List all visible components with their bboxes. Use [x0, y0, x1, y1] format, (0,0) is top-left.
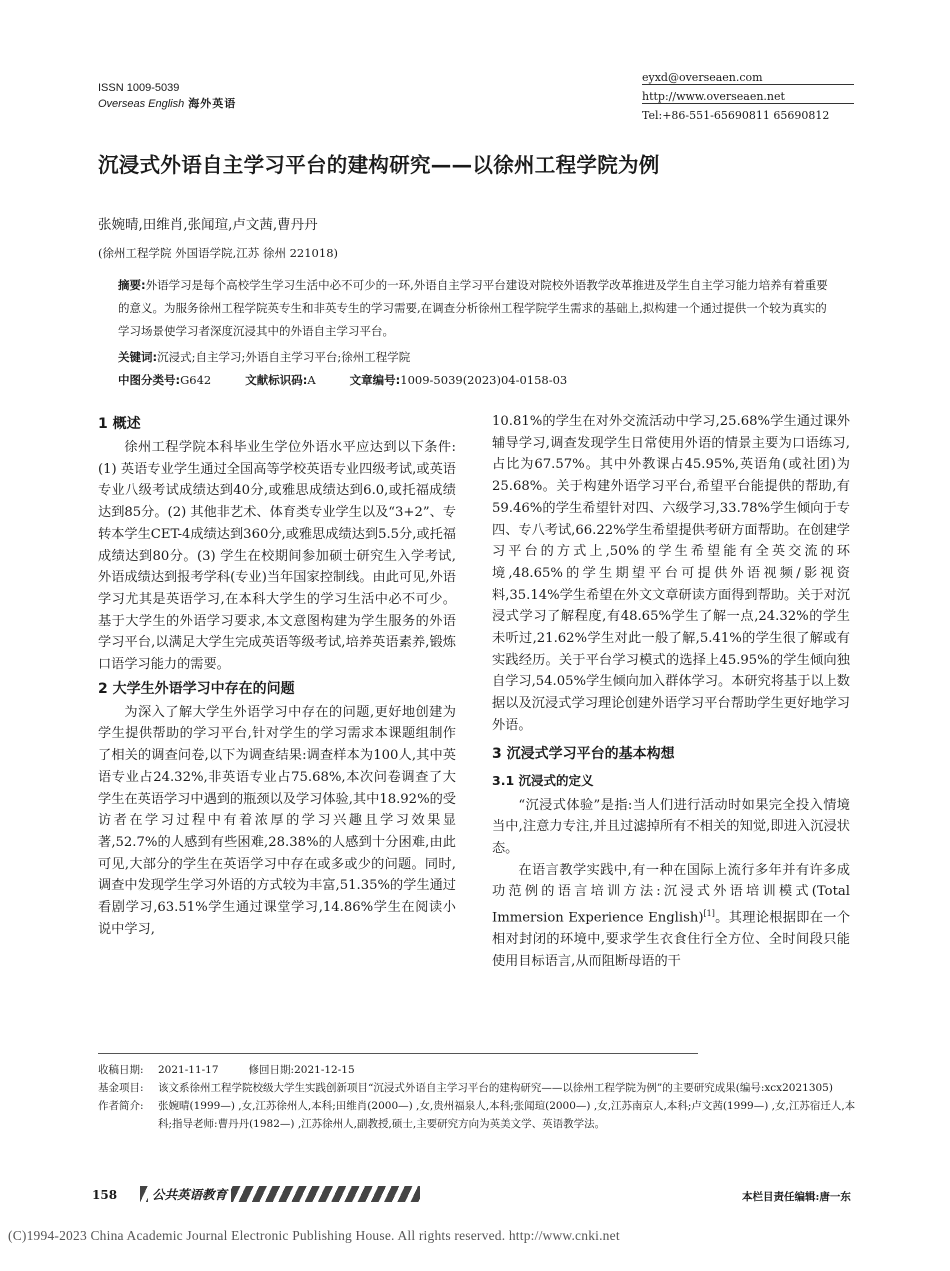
bio-text: 张婉晴(1999—) ,女,江苏徐州人,本科;田维肖(2000—) ,女,贵州福泉人,本科;张闻瑄(2000—) ,女,江苏南京人,本科;卢文茜(1999—) ,女,江苏宿迁人,本科;指导老师:曹丹丹(1982—) ,江苏徐州人,副教授,硕士,主要研究方向为英美文学、英语教学法。: [158, 1100, 856, 1130]
section-heading: 2 大学生外语学习中存在的问题: [98, 680, 295, 697]
paragraph: 徐州工程学院本科毕业生学位外语水平应达到以下条件:(1) 英语专业学生通过全国高等学校英语专业四级考试,或英语专业八级考试成绩达到40分,或雅思成绩达到6.0,或托福成绩达到85分。(2) 其他非艺术、体育类专业学生以及“3+2”、专转本学生CET-4成绩达到360分,或雅思成绩达到5.5分,或托福成绩达到80分。(3) 学生在校期间参加硕士研究生入学考试,外语成绩达到报考学科(专业)当年国家控制线。由此可见,外语学习尤其是英语学习,在本科大学生的学习生活中必不可少。基于大学生的外语学习要求,本文意图构建为学生服务的外语学习平台,以满足大学生完成英语等级考试,培养英语素养,锻炼口语学习能力的需要。: [98, 440, 456, 673]
citation-ref[interactable]: [1]: [703, 909, 715, 919]
bio-label: 作者简介:: [98, 1100, 144, 1112]
journal-header: [98, 80, 236, 112]
article-number-value: 1009-5039(2023)04-0158-03: [400, 373, 568, 387]
page-number: 158: [92, 1188, 118, 1202]
journal-name-en: Overseas English: [98, 98, 185, 110]
paper-title: 沉浸式外语自主学习平台的建构研究——以徐州工程学院为例: [98, 153, 660, 177]
fund-text: 该文系徐州工程学院校级大学生实践创新项目“沉浸式外语自主学习平台的建构研究——以徐州工程学院为例”的主要研究成果(编号:xcx2021305): [158, 1082, 833, 1094]
footnote-divider: [98, 1053, 698, 1054]
keywords-label: 关键词:: [118, 350, 158, 364]
contact-email: eyxd@overseaen.com: [642, 71, 763, 84]
doc-code-value: A: [307, 373, 316, 387]
paper-affiliation: (徐州工程学院 外国语学院,江苏 徐州 221018): [98, 246, 338, 260]
header-divider: [642, 103, 854, 104]
journal-section: 公共英语教育: [148, 1185, 231, 1203]
header-divider: [642, 84, 854, 85]
right-column: [492, 411, 850, 973]
revised-date: 2021-12-15: [294, 1064, 355, 1076]
left-column: [98, 411, 456, 940]
fund-label: 基金项目:: [98, 1082, 144, 1094]
copyright-notice: (C)1994-2023 China Academic Journal Electronic Publishing House. All rights reserved. http://www.cnki.net: [8, 1228, 620, 1243]
abstract-text: 外语学习是每个高校学生学习生活中必不可少的一环,外语自主学习平台建设对院校外语教学改革推进及学生自主学习能力培养有着重要的意义。为服务徐州工程学院英专生和非英专生的学习需要,在调查分析徐州工程学院学生需求的基础上,拟构建一个通过提供一个较为真实的学习场景使学习者深度沉浸其中的外语自主学习平台。: [118, 278, 828, 338]
paper-authors: 张婉晴,田维肖,张闻瑄,卢文茜,曹丹丹: [98, 217, 318, 233]
article-number-label: 文章编号:: [349, 373, 401, 387]
abstract-label: 摘要:: [118, 278, 146, 292]
journal-name-cn: 海外英语: [188, 98, 237, 110]
classification-line: [118, 372, 567, 388]
received-date: 2021-11-17: [158, 1064, 219, 1076]
issn: ISSN 1009-5039: [98, 82, 180, 94]
paragraph-text: 。其理论根据即在一个相对封闭的环境中,要求学生衣食住行全方位、全时间段只能使用目标语言,从而阻断母语的干: [492, 910, 851, 969]
paragraph-text: 在语言教学实践中,有一种在国际上流行多年并有许多成功范例的语言培训方法:沉浸式外语培训模式(Total Immersion Experience English): [492, 862, 850, 926]
received-label: 收稿日期:: [98, 1064, 144, 1076]
footnotes: [98, 1061, 858, 1133]
contact-block: [642, 68, 829, 125]
paragraph: [492, 860, 850, 973]
clc-label: 中图分类号:: [118, 373, 181, 387]
contact-tel: Tel:+86-551-65690811 65690812: [642, 109, 830, 122]
section-heading: 3 沉浸式学习平台的基本构想: [492, 745, 675, 762]
paragraph: 为深入了解大学生外语学习中存在的问题,更好地创建为学生提供帮助的学习平台,针对学生的学习需求本课题组制作了相关的调查问卷,以下为调查结果:调查样本为100人,其中英语专业占24.32%,非英语专业占75.68%,本次问卷调查了大学生在英语学习中遇到的瓶颈以及学习体验,其中18.92%的受访者在学习过程中有着浓厚的学习兴趣且学习效果显著,52.7%的人感到有些困难,28.38%的人感到十分困难,由此可见,大部分的学生在英语学习中存在或多或少的问题。同时,调查中发现学生学习外语的方式较为丰富,51.35%的学生通过看剧学习,63.51%学生通过课堂学习,14.86%学生在阅读小说中学习,: [98, 704, 456, 937]
section-heading: 1 概述: [98, 416, 141, 432]
contact-url: http://www.overseaen.net: [642, 90, 785, 103]
paragraph: 10.81%的学生在对外交流活动中学习,25.68%学生通过课外辅导学习,调查发现学生日常使用外语的情景主要为口语练习,占比为67.57%。其中外教课占45.95%,英语角(或社团)为25.68%。关于构建外语学习平台,希望平台能提供的帮助,有59.46%的学生希望针对四、六级学习,33.78%学生倾向于专四、专八考试,66.22%学生希望提供考研方面帮助。在创建学习平台的方式上,50%的学生希望能有全英交流的环境,48.65%的学生期望平台可提供外语视频/影视资料,35.14%学生希望在外文文章研读方面得到帮助。关于对沉浸式学习了解程度,有48.65%学生了解一点,24.32%的学生未听过,21.62%学生对此一般了解,5.41%的学生很了解或有实践经历。关于平台学习模式的选择上45.95%的学生倾向独自学习,54.05%学生倾向加入群体学习。本研究将基于以上数据以及沉浸式学习理论创建外语学习平台帮助学生更好地学习外语。: [492, 414, 850, 733]
doc-code-label: 文献标识码:: [245, 373, 308, 387]
paragraph: “沉浸式体验”是指:当人们进行活动时如果完全投入情境当中,注意力专注,并且过滤掉所有不相关的知觉,即进入沉浸状态。: [492, 797, 850, 856]
keywords-text: 沉浸式;自主学习;外语自主学习平台;徐州工程学院: [157, 350, 411, 364]
column-editor: 本栏目责任编辑:唐一东: [742, 1191, 851, 1203]
abstract: [118, 274, 830, 369]
subsection-heading: 3.1 沉浸式的定义: [492, 772, 594, 788]
clc-value: G642: [180, 373, 212, 387]
revised-label: 修回日期:: [248, 1064, 295, 1076]
